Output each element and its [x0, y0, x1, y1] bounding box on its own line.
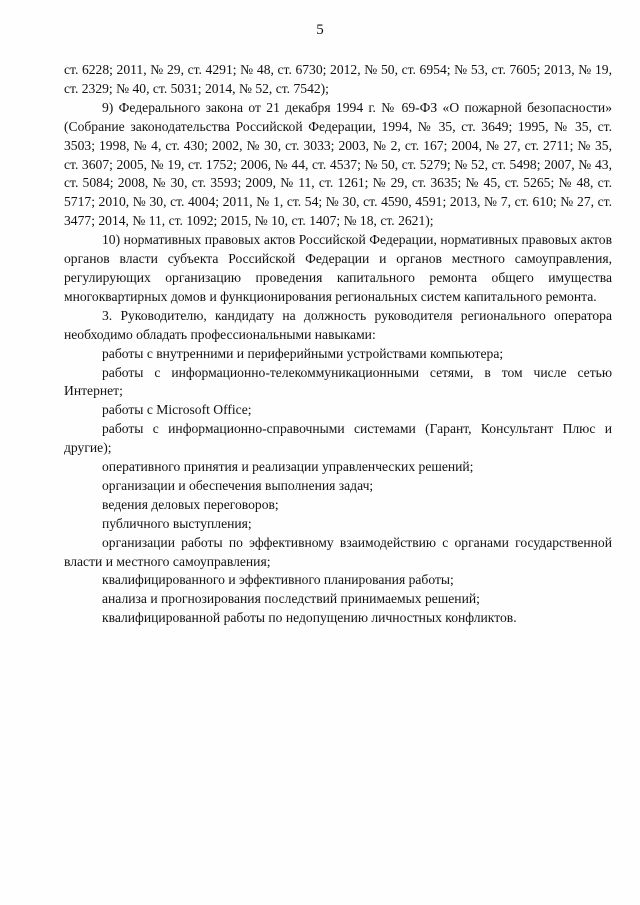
skill-item-consequence-analysis: анализа и прогнозирования последствий принимаемых решений; — [102, 591, 480, 607]
document-body — [64, 61, 612, 628]
skill-item-reference-systems: работы с информационно-справочными системами (Гарант, Консультант Плюс и другие); — [64, 421, 612, 456]
skill-item-microsoft-office: работы с Microsoft Office; — [102, 402, 252, 418]
paragraph-item-9-fire-safety-law: 9) Федерального закона от 21 декабря 1994 г. № 69-ФЗ «О пожарной безопасности» (Собрание законодательства Российской Федерации, 1994, № 35, ст. 3649; 1995, № 35, ст. 3503; 1998, № 4, ст. 430; 2002, № 30, ст. 3033; 2003, № 2, ст. 167; 2004, № 27, ст. 2711; № 35, ст. 3607; 2005, № 19, ст. 1752; 2006, № 44, ст. 4537; № 50, ст. 5279; № 52, ст. 5498; 2007, № 43, ст. 5084; 2008, № 30, ст. 3593; 2009, № 11, ст. 1261; № 29, ст. 3635; № 45, ст. 5265; № 48, ст. 5717; 2010, № 30, ст. 4004; 2011, № 1, ст. 54; № 30, ст. 4590, 4591; 2013, № 7, ст. 610; № 27, ст. 3477; 2014, № 11, ст. 1092; 2015, № 10, ст. 1407; № 18, ст. 2621); — [64, 99, 612, 229]
skill-item-task-organization: организации и обеспечения выполнения задач; — [102, 477, 374, 493]
skill-item-public-speaking: публичного выступления; — [102, 515, 252, 531]
skill-item-conflict-prevention: квалифицированной работы по недопущению личностных конфликтов. — [102, 610, 517, 626]
skill-item-networks: работы с информационно-телекоммуникационными сетями, в том числе сетью Интернет; — [64, 364, 612, 399]
skill-item-management-decisions: оперативного принятия и реализации управленческих решений; — [102, 459, 474, 475]
page-number: 5 — [316, 22, 324, 38]
skill-item-interaction-with-authorities: организации работы по эффективному взаимодействию с органами государственной власти и местного самоуправления; — [64, 534, 612, 569]
skill-item-work-planning: квалифицированного и эффективного планирования работы; — [102, 572, 454, 588]
skill-item-computer-devices: работы с внутренними и периферийными устройствами компьютера; — [102, 345, 504, 361]
paragraph-item-10-normative-acts: 10) нормативных правовых актов Российской Федерации, нормативных правовых актов органов власти субъекта Российской Федерации и органов местного самоуправления, регулирующих организацию проведения капитального ремонта общего имущества многоквартирных домов и функционирования региональных систем капитального ремонта. — [64, 232, 612, 304]
paragraph-law-citations-continued: ст. 6228; 2011, № 29, ст. 4291; № 48, ст. 6730; 2012, № 50, ст. 6954; № 53, ст. 7605; 2013, № 19, ст. 2329; № 40, ст. 5031; 2014, № 52, ст. 7542); — [64, 62, 612, 96]
skill-item-business-negotiations: ведения деловых переговоров; — [102, 496, 279, 512]
paragraph-section-3-skills-intro: 3. Руководителю, кандидату на должность руководителя регионального оператора необходимо обладать профессиональными навыками: — [64, 307, 612, 342]
